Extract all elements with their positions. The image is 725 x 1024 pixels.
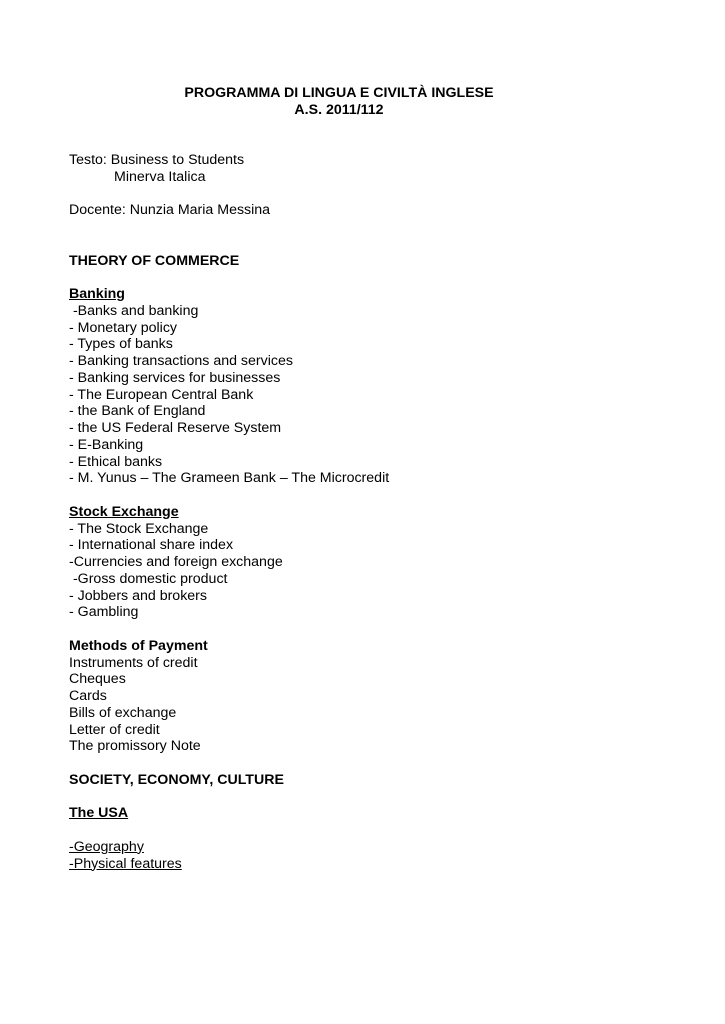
- list-item: - Types of banks: [69, 336, 173, 353]
- testo-publisher: Minerva Italica: [114, 168, 206, 185]
- list-item: -Physical features: [69, 855, 182, 872]
- title-line-2: A.S. 2011/112: [294, 101, 384, 118]
- list-item: -Geography: [69, 838, 144, 855]
- list-item: -Gross domestic product: [69, 570, 228, 587]
- usa-heading: The USA: [69, 805, 129, 822]
- list-item: - The Stock Exchange: [69, 520, 209, 537]
- list-item: - International share index: [69, 537, 234, 554]
- stock-exchange-heading: Stock Exchange: [69, 503, 179, 520]
- payment-heading: Methods of Payment: [69, 637, 208, 654]
- testo-line: Testo: Business to Students: [69, 152, 245, 168]
- list-item: -Banks and banking: [69, 302, 199, 319]
- theory-heading: THEORY OF COMMERCE: [69, 252, 240, 269]
- banking-heading: Banking: [69, 286, 125, 302]
- list-item: - Jobbers and brokers: [69, 587, 208, 604]
- document-title: [69, 85, 609, 119]
- list-item: Letter of credit: [69, 721, 160, 738]
- list-item: Cheques: [69, 671, 126, 688]
- list-item: Cards: [69, 688, 107, 704]
- list-item: -Currencies and foreign exchange: [69, 554, 283, 570]
- list-item: Instruments of credit: [69, 654, 198, 671]
- list-item: - The European Central Bank: [69, 386, 254, 403]
- document-page: [69, 85, 669, 872]
- list-item: Bills of exchange: [69, 704, 177, 721]
- list-item: - M. Yunus – The Grameen Bank – The Microcredit: [69, 470, 390, 487]
- list-item: - Banking transactions and services: [69, 353, 293, 369]
- title-line-1: PROGRAMMA DI LINGUA E CIVILTÀ INGLESE: [184, 85, 494, 101]
- list-item: - E-Banking: [69, 436, 144, 453]
- list-item: - Monetary policy: [69, 319, 178, 336]
- list-item: The promissory Note: [69, 738, 201, 755]
- list-item: - Banking services for businesses: [69, 369, 281, 386]
- list-item: - the US Federal Reserve System: [69, 420, 282, 436]
- list-item: - the Bank of England: [69, 403, 206, 420]
- society-heading: SOCIETY, ECONOMY, CULTURE: [69, 771, 284, 788]
- list-item: - Ethical banks: [69, 453, 163, 470]
- list-item: - Gambling: [69, 604, 139, 621]
- docente-line: Docente: Nunzia Maria Messina: [69, 202, 271, 219]
